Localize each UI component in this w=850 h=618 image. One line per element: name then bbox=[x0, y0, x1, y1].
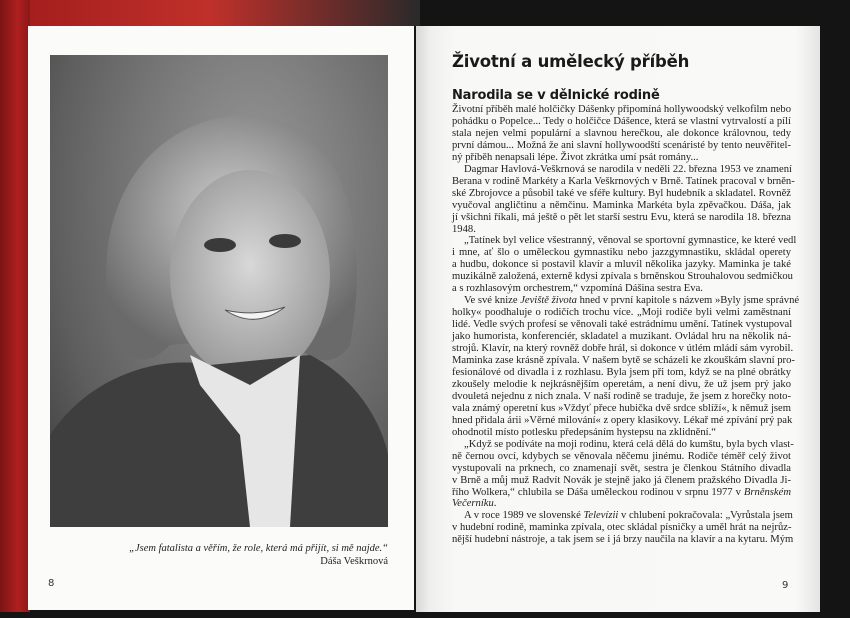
text-line: i mne, ať šlo o uměleckou gymnastiku nebo jazzgymnastiku, skládal operety bbox=[452, 247, 791, 259]
text-line: první dámou... Možná že ani slavní hollywoodští scenáristé by tento neuvěřitel- bbox=[452, 139, 791, 151]
text-line: A v roce 1989 ve slovenské Televízii v chlubení pokračovala: „Vyrůstala jsem bbox=[464, 510, 793, 522]
text-line: muzikálně založená, externě kdysi zpívala s brněnskou Strouhalovou sedmičkou bbox=[452, 271, 793, 283]
paragraph bbox=[452, 438, 794, 511]
paragraph bbox=[452, 510, 794, 546]
chapter-title: Životní a umělecký příběh bbox=[452, 52, 690, 71]
text-line: ohodnotil místo potlesku předepsáním hystepsu na zklidnění.“ bbox=[452, 426, 716, 438]
book-cover-edge bbox=[0, 0, 420, 26]
text-line: Berana v rodině Markéty a Karla Veškrnových v Brně. Tatínek pracoval v brněn- bbox=[452, 175, 795, 187]
paragraph bbox=[452, 163, 795, 236]
text-line: „Když se podíváte na moji rodinu, která celá dělá do kumštu, byla bych vlast- bbox=[464, 438, 794, 450]
paragraph bbox=[452, 104, 791, 164]
text-line: vyučoval angličtinu a němčinu. Maminka Markéta byla zpěvačkou. Dáša, jak bbox=[452, 199, 791, 211]
text-line: jako humorista, konferenciér, skladatel a muzikant. Ovládal hru na několik ná- bbox=[452, 331, 791, 343]
text-line: „Tatínek byl velice všestranný, věnoval se sportovní gymnastice, ke které vedl bbox=[464, 235, 797, 247]
text-line: ně černou ovcí, kdybych se věnovala něčemu jinému. Rodiče téměř celý život bbox=[452, 450, 791, 462]
text-line: a hudbu, dokonce si postavil klavír a mluvil několika jazyky. Maminka je také bbox=[452, 259, 791, 271]
book-cover-spine bbox=[0, 0, 30, 612]
text-line: v Brně a můj muž Radvít Novák je stejně jako já členem pražského Divadla Ji- bbox=[452, 474, 791, 486]
text-line: pohádku o Popelce... Tedy o holčičce Dášence, která se vlastní vytrvalostí a pílí bbox=[452, 115, 791, 127]
text-line: řího Wolkera,“ chlubila se Dáša uměleckou rodinou v srpnu 1977 v Brněnském bbox=[452, 486, 791, 498]
text-line: fesionálové od divadla i z rozhlasu. Byla jsem při tom, když se na plné obrátky bbox=[452, 366, 791, 378]
text-line: 1948. bbox=[452, 223, 476, 235]
text-line: holky« poodhaluje o rodičích trochu více. „Moji rodiče byli velmi zaměstnaní bbox=[452, 307, 791, 319]
portrait-photo bbox=[50, 55, 388, 527]
portrait-image bbox=[50, 55, 388, 527]
text-line: lidé. Vedle svých profesí se věnovali také estrádnímu umění. Tatínek vystupoval bbox=[452, 319, 793, 331]
text-line: Ve své knize Jeviště života hned v první kapitole s názvem »Byly jsme správné bbox=[464, 295, 800, 307]
text-line: Životní příběh malé holčičky Dášenky připomíná hollywoodský velkofilm nebo bbox=[452, 104, 791, 115]
caption-quote: „Jsem fatalista a věřím, že role, která má přijít, si mě najde.“ bbox=[129, 543, 388, 554]
text-line: hned přidala árii »Věrné milování« z opery klasikovy. Lékař mé zpívání prý pak bbox=[452, 414, 793, 426]
text-line: Večerníku. bbox=[452, 498, 497, 510]
text-line: v hudební rodině, maminka zpívala, otec skládal písničky a uměl hrát na nejrůz- bbox=[452, 522, 792, 534]
caption-author: Dáša Veškrnová bbox=[320, 556, 388, 567]
text-line: zkoušely melodie k nejkrásnějším operetám, a není divu, že už jsem prý jako bbox=[452, 378, 791, 390]
text-line: ný příběh nenapsali lépe. Život zkrátka umí psát romány... bbox=[452, 151, 699, 163]
text-line: Maminka zase krásně zpívala. V našem bytě se scházeli ke zkouškám slavní pro- bbox=[452, 355, 795, 367]
text-line: a s rozhlasovým orchestrem,“ vzpomíná Dášina sestra Eva. bbox=[452, 283, 703, 295]
text-line: vala známý operetní kus »Vždyť přece hubička dvě srdce sblíží«, k němuž jsem bbox=[452, 402, 791, 414]
paragraph bbox=[452, 295, 800, 438]
page-number-right: 9 bbox=[782, 580, 789, 591]
text-line: strojů. Klavír, na který rovněž dobře hrál, si dokonce v útlém mládí sám vyrobil. bbox=[452, 343, 794, 355]
text-line: ské Zbrojovce a působil také ve sféře kultury. Byl hudebník a skladatel. Rovněž bbox=[452, 187, 791, 199]
text-line: jí všichni říkali, má ještě o pět let starší sestru Evu, která se narodila 18. března bbox=[452, 211, 791, 223]
paragraph bbox=[452, 235, 797, 295]
text-line: vystupovali na prknech, co znamenají svět, sestra je členkou Státního divadla bbox=[452, 462, 791, 474]
section-heading: Narodila se v dělnické rodině bbox=[452, 88, 660, 103]
body-text bbox=[452, 104, 800, 546]
page-number-left: 8 bbox=[48, 578, 55, 589]
photo-caption bbox=[60, 542, 388, 568]
text-line: Dagmar Havlová-Veškrnová se narodila v neděli 22. března 1953 ve znamení bbox=[464, 163, 792, 175]
text-line: dvouletá nejednu z nich znala. V naší rodině se traduje, že jsem z horečky noto- bbox=[452, 390, 791, 402]
text-line: stala nejen velmi populární a slavnou herečkou, ale dokonce královnou, tedy bbox=[452, 127, 791, 139]
text-line: nější hudební nástroje, a tak jsem se i já brzy naučila na klavír a na kytaru. Mým bbox=[452, 534, 794, 546]
